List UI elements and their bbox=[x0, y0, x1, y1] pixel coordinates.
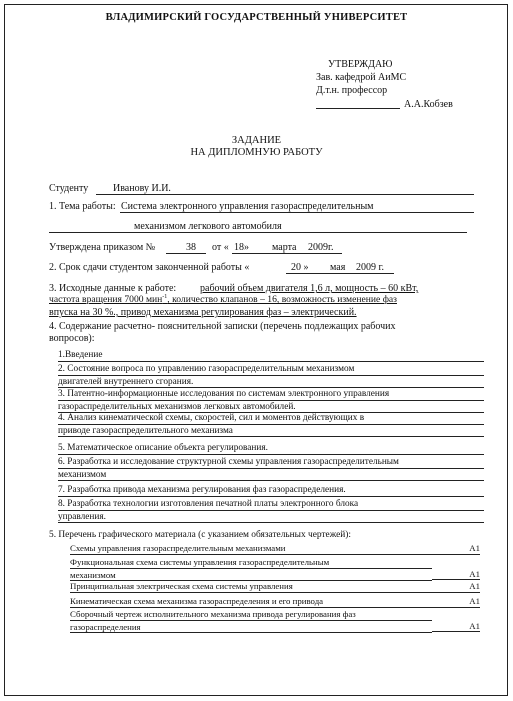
contents-item bbox=[58, 350, 484, 362]
order-month: марта bbox=[272, 242, 297, 253]
contents-item bbox=[58, 485, 484, 497]
contents-heading-1: 4. Содержание расчетно- пояснительной записки (перечень подлежащих рабочих bbox=[49, 321, 396, 332]
graphics-item-format: А1 bbox=[432, 581, 480, 593]
initial-data-exponent: -1 bbox=[162, 294, 168, 300]
graphics-heading: 5. Перечень графического материала (с указанием обязательных чертежей): bbox=[49, 530, 351, 540]
initial-data-line-2 bbox=[49, 294, 397, 305]
contents-item-line-1: 7. Разработка привода механизма регулирования фаз газораспределения. bbox=[58, 485, 484, 497]
graphics-item-format: А1 bbox=[432, 621, 480, 633]
graphics-item bbox=[70, 543, 480, 555]
approval-heading: УТВЕРЖДАЮ bbox=[328, 59, 393, 70]
student-name: Иванову И.И. bbox=[113, 183, 171, 194]
graphics-item-line-2: механизмом bbox=[70, 570, 432, 582]
order-day: 18» bbox=[234, 242, 249, 253]
contents-item bbox=[58, 499, 484, 523]
assignment-title: ЗАДАНИЕ bbox=[231, 135, 282, 146]
deadline-day: 20 » bbox=[291, 262, 309, 273]
student-label: Студенту bbox=[49, 183, 89, 194]
contents-item-line-2: механизмом bbox=[58, 470, 484, 482]
deadline-month: мая bbox=[330, 262, 346, 273]
graphics-item bbox=[70, 581, 480, 593]
contents-item-line-1: 3. Патентно-информационные исследования по системам электронного управления bbox=[58, 389, 484, 401]
contents-item-line-2: управления. bbox=[58, 512, 484, 524]
graphics-item-line-1: Сборочный чертеж исполнительного механизма привода регулирования фаз bbox=[70, 609, 432, 621]
deadline-label: 2. Срок сдачи студентом законченной работы « bbox=[49, 262, 250, 273]
contents-item-line-1: 8. Разработка технологии изготовления печатной платы электронного блока bbox=[58, 499, 484, 511]
order-label: Утверждена приказом № bbox=[49, 242, 156, 253]
topic-line-2 bbox=[49, 232, 467, 233]
approval-signer: А.А.Кобзев bbox=[404, 99, 453, 110]
initial-data-line-3: впуска на 30 %., привод механизма регулирования фаз – электрический. bbox=[49, 307, 357, 318]
graphics-item-line-1: Функциональная схема системы управления газораспределительным bbox=[70, 557, 432, 569]
graphics-item bbox=[70, 609, 480, 633]
university-title: ВЛАДИМИРСКИЙ ГОСУДАРСТВЕННЫЙ УНИВЕРСИТЕТ bbox=[105, 12, 408, 23]
deadline-line bbox=[286, 273, 394, 274]
order-date-line bbox=[232, 253, 342, 254]
approval-position: Зав. кафедрой АиМС bbox=[316, 72, 407, 83]
signature-line bbox=[316, 108, 400, 109]
contents-item bbox=[58, 457, 484, 481]
graphics-item bbox=[70, 596, 480, 608]
graphics-item-format: А1 bbox=[432, 596, 480, 608]
contents-item-line-2: двигателей внутреннего сгорания. bbox=[58, 377, 484, 389]
order-number: 38 bbox=[186, 242, 196, 253]
topic-text-1: Система электронного управления газораспределительным bbox=[121, 201, 374, 212]
graphics-item-format: А1 bbox=[432, 543, 480, 555]
contents-item-line-1: 2. Состояние вопроса по управлению газораспределительным механизмом bbox=[58, 364, 484, 376]
assignment-subtitle: НА ДИПЛОМНУЮ РАБОТУ bbox=[190, 147, 323, 158]
order-from: от « bbox=[212, 242, 229, 253]
contents-item bbox=[58, 413, 484, 437]
topic-label: 1. Тема работы: bbox=[49, 201, 116, 212]
initial-data-label: 3. Исходные данные к работе: bbox=[49, 283, 177, 294]
graphics-item-line-1: Схемы управления газораспределительным механизмами bbox=[70, 543, 432, 555]
contents-item-line-1: 6. Разработка и исследование структурной схемы управления газораспределительным bbox=[58, 457, 484, 469]
contents-heading-2: вопросов): bbox=[49, 333, 95, 344]
student-line bbox=[96, 194, 474, 195]
contents-item-line-1: 4. Анализ кинематической схемы, скоростей, сил и моментов действующих в bbox=[58, 413, 484, 425]
graphics-item-line-1: Кинематическая схема механизма газораспределения и его привода bbox=[70, 596, 432, 608]
contents-item bbox=[58, 443, 484, 455]
contents-item-line-1: 1.Введение bbox=[58, 350, 484, 362]
topic-line-1 bbox=[120, 212, 474, 213]
contents-item bbox=[58, 389, 484, 413]
graphics-item-line-2: газораспределения bbox=[70, 622, 432, 634]
graphics-item bbox=[70, 557, 480, 581]
deadline-year: 2009 г. bbox=[356, 262, 384, 273]
initial-data-line-1: рабочий объем двигателя 1,6 л, мощность – 60 кВт, bbox=[200, 283, 419, 294]
contents-item-line-2: газораспределительных механизмов легковых автомобилей. bbox=[58, 402, 484, 414]
contents-item bbox=[58, 364, 484, 388]
topic-text-2: механизмом легкового автомобиля bbox=[134, 221, 282, 232]
order-year: 2009г. bbox=[308, 242, 334, 253]
graphics-item-line-1: Принципиальная электрическая схема системы управления bbox=[70, 581, 432, 593]
initial-data-line-2b: , количество клапанов – 16, возможность изменение фаз bbox=[167, 294, 397, 306]
approval-degree: Д.т.н. профессор bbox=[316, 85, 388, 96]
contents-item-line-2: приводе газораспределительного механизма bbox=[58, 426, 484, 438]
initial-data-line-2a: частота вращения 7000 мин bbox=[49, 294, 163, 306]
graphics-item-format: А1 bbox=[432, 569, 480, 581]
contents-item-line-1: 5. Математическое описание объекта регулирования. bbox=[58, 443, 484, 455]
order-number-line bbox=[166, 253, 206, 254]
